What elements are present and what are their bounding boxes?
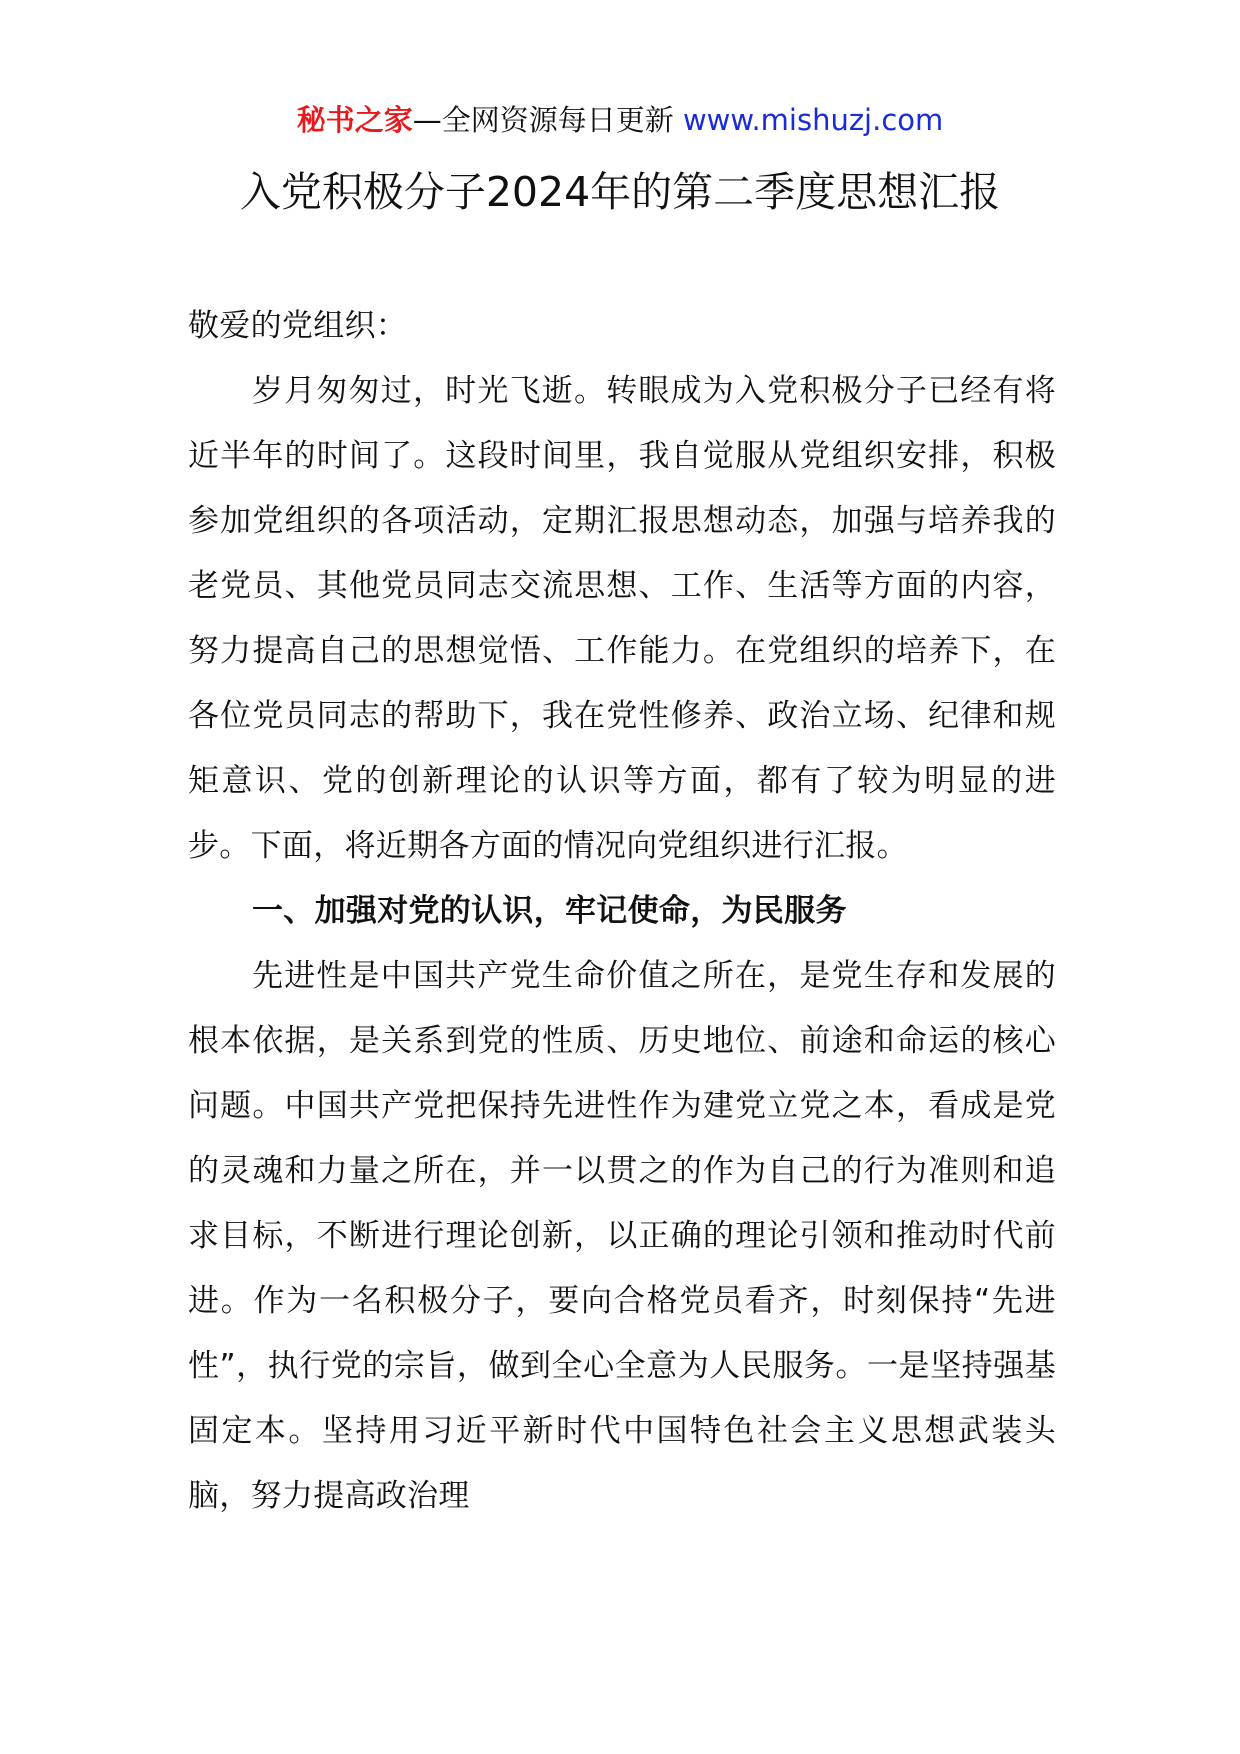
document-title: 入党积极分子2024年的第二季度思想汇报: [239, 168, 1001, 216]
salutation: 敬爱的党组织：: [188, 308, 408, 344]
body-paragraph: 岁月匆匆过，时光飞逝。转眼成为入党积极分子已经有将近半年的时间了。这段时间里，我自觉服从党组织安排，积极参加党组织的各项活动，定期汇报思想动态，加强与培养我的老党员、其他党员同志交流思想、工作、生活等方面的内容，努力提高自己的思想觉悟、工作能力。在党组织的培养下，在各位党员同志的帮助下，我在党性修养、政治立场、纪律和规矩意识、党的创新理论的认识等方面，都有了较为明显的进步。下面，将近期各方面的情况向党组织进行汇报。: [188, 373, 1056, 864]
site-brand: 秘书之家: [296, 103, 413, 137]
site-header: [0, 100, 1240, 140]
document-body: [188, 294, 1056, 1529]
site-url-link[interactable]: www.mishuzj.com: [682, 103, 944, 137]
section-heading: 一、加强对党的认识，牢记使命，为民服务: [252, 893, 847, 929]
site-tagline: —全网资源每日更新: [412, 103, 674, 137]
body-paragraph: 先进性是中国共产党生命价值之所在，是党生存和发展的根本依据，是关系到党的性质、历史地位、前途和命运的核心问题。中国共产党把保持先进性作为建党立党之本，看成是党的灵魂和力量之所在，并一以贯之的作为自己的行为准则和追求目标，不断进行理论创新，以正确的理论引领和推动时代前进。作为一名积极分子，要向合格党员看齐，时刻保持“先进性”，执行党的宗旨，做到全心全意为人民服务。一是坚持强基固定本。坚持用习近平新时代中国特色社会主义思想武装头脑，努力提高政治理: [188, 958, 1056, 1514]
